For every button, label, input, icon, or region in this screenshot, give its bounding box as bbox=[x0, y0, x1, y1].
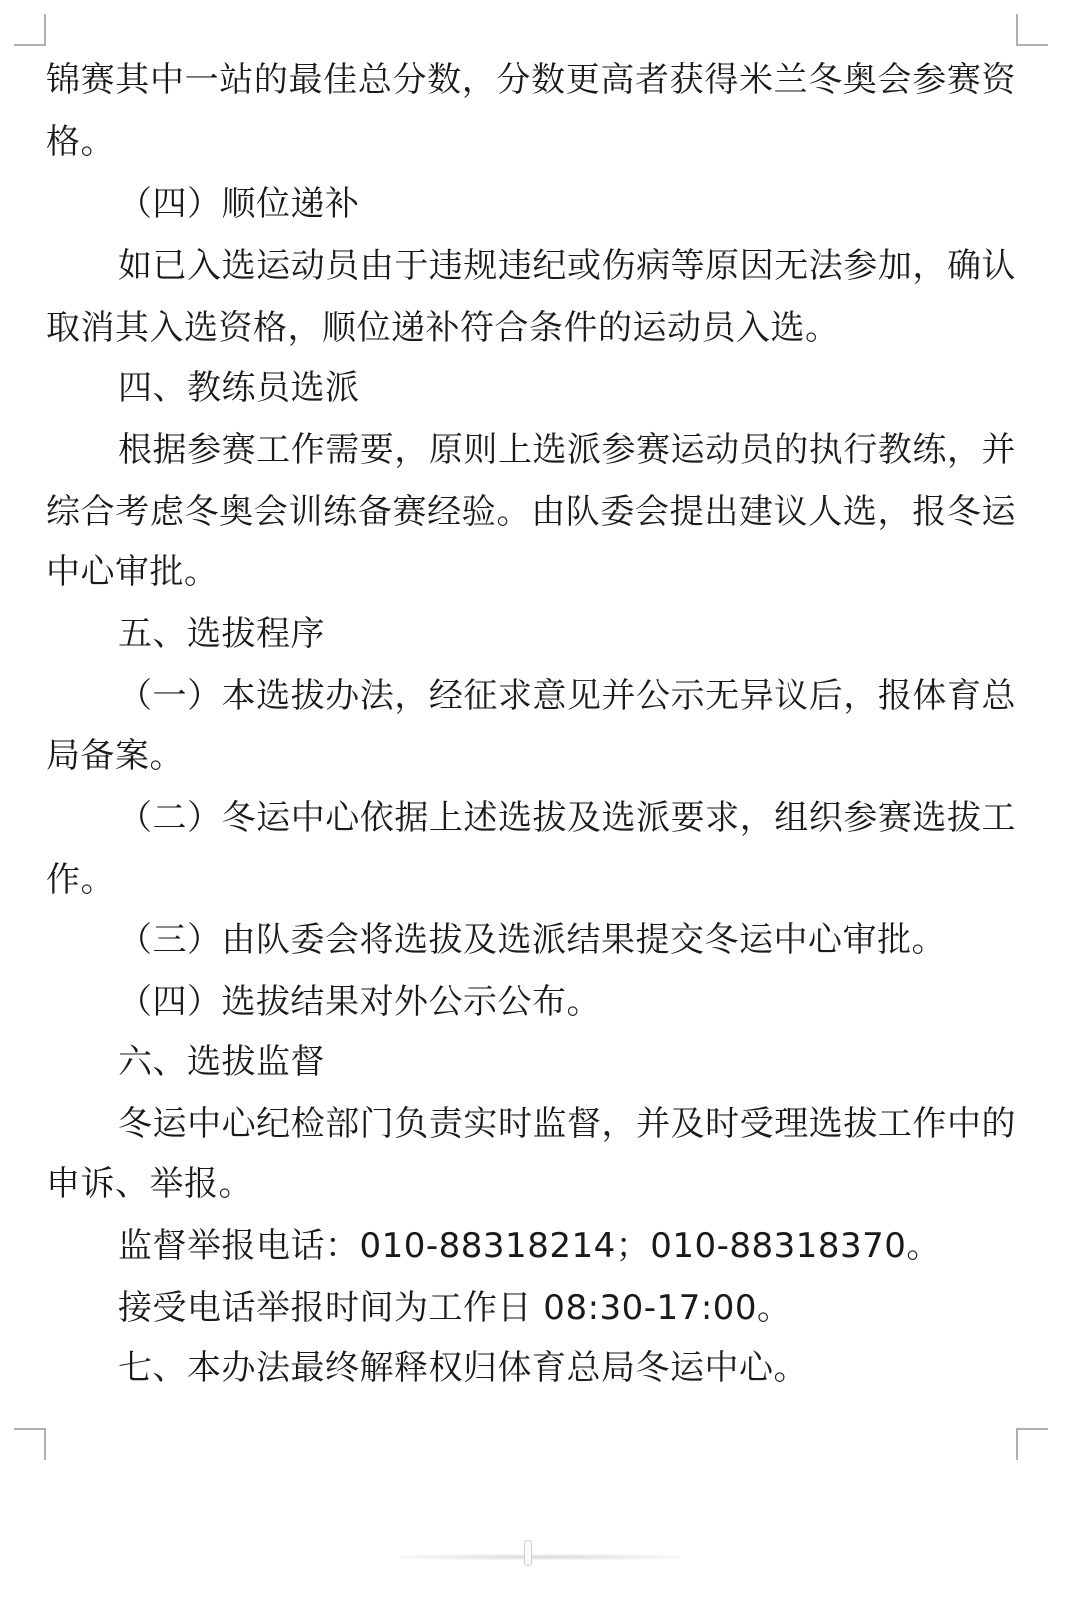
page-corner-mark-bottom-right bbox=[1016, 1428, 1048, 1460]
paragraph-line: 作。 bbox=[46, 860, 115, 900]
subsection-heading: （四）顺位递补 bbox=[118, 184, 360, 224]
page-corner-mark-top-left bbox=[14, 14, 46, 46]
paragraph-line: 格。 bbox=[46, 122, 115, 162]
contact-phone-line: 监督举报电话：010-88318214；010-88318370。 bbox=[118, 1226, 941, 1266]
paragraph-line: 综合考虑冬奥会训练备赛经验。由队委会提出建议人选，报冬运 bbox=[46, 492, 1016, 532]
paragraph-line: 锦赛其中一站的最佳总分数，分数更高者获得米兰冬奥会参赛资 bbox=[46, 60, 1016, 100]
page-corner-mark-top-right bbox=[1016, 14, 1048, 46]
contact-hours-line: 接受电话举报时间为工作日 08:30-17:00。 bbox=[118, 1288, 792, 1328]
section-heading: 五、选拔程序 bbox=[118, 614, 325, 654]
section-heading: 四、教练员选派 bbox=[118, 368, 360, 408]
paragraph-line: 如已入选运动员由于违规违纪或伤病等原因无法参加，确认 bbox=[118, 246, 1016, 286]
paragraph-line: （三）由队委会将选拔及选派结果提交冬运中心审批。 bbox=[118, 920, 946, 960]
page-corner-mark-bottom-left bbox=[14, 1428, 46, 1460]
paragraph-line: （二）冬运中心依据上述选拔及选派要求，组织参赛选拔工 bbox=[118, 798, 1016, 838]
paragraph-line: 冬运中心纪检部门负责实时监督，并及时受理选拔工作中的 bbox=[118, 1104, 1016, 1144]
paragraph-line: 根据参赛工作需要，原则上选派参赛运动员的执行教练，并 bbox=[118, 430, 1016, 470]
page-scroll-indicator[interactable] bbox=[400, 1540, 680, 1570]
scroll-track bbox=[400, 1554, 680, 1560]
paragraph-line: （一）本选拔办法，经征求意见并公示无异议后，报体育总 bbox=[118, 676, 1016, 716]
scroll-thumb[interactable] bbox=[524, 1540, 532, 1566]
section-heading: 六、选拔监督 bbox=[118, 1042, 325, 1082]
paragraph-line: （四）选拔结果对外公示公布。 bbox=[118, 982, 601, 1022]
paragraph-line: 局备案。 bbox=[46, 736, 184, 776]
paragraph-line: 中心审批。 bbox=[46, 552, 219, 592]
paragraph-line: 申诉、举报。 bbox=[46, 1164, 253, 1204]
paragraph-line: 取消其入选资格，顺位递补符合条件的运动员入选。 bbox=[46, 308, 840, 348]
section-heading: 七、本办法最终解释权归体育总局冬运中心。 bbox=[118, 1348, 808, 1388]
